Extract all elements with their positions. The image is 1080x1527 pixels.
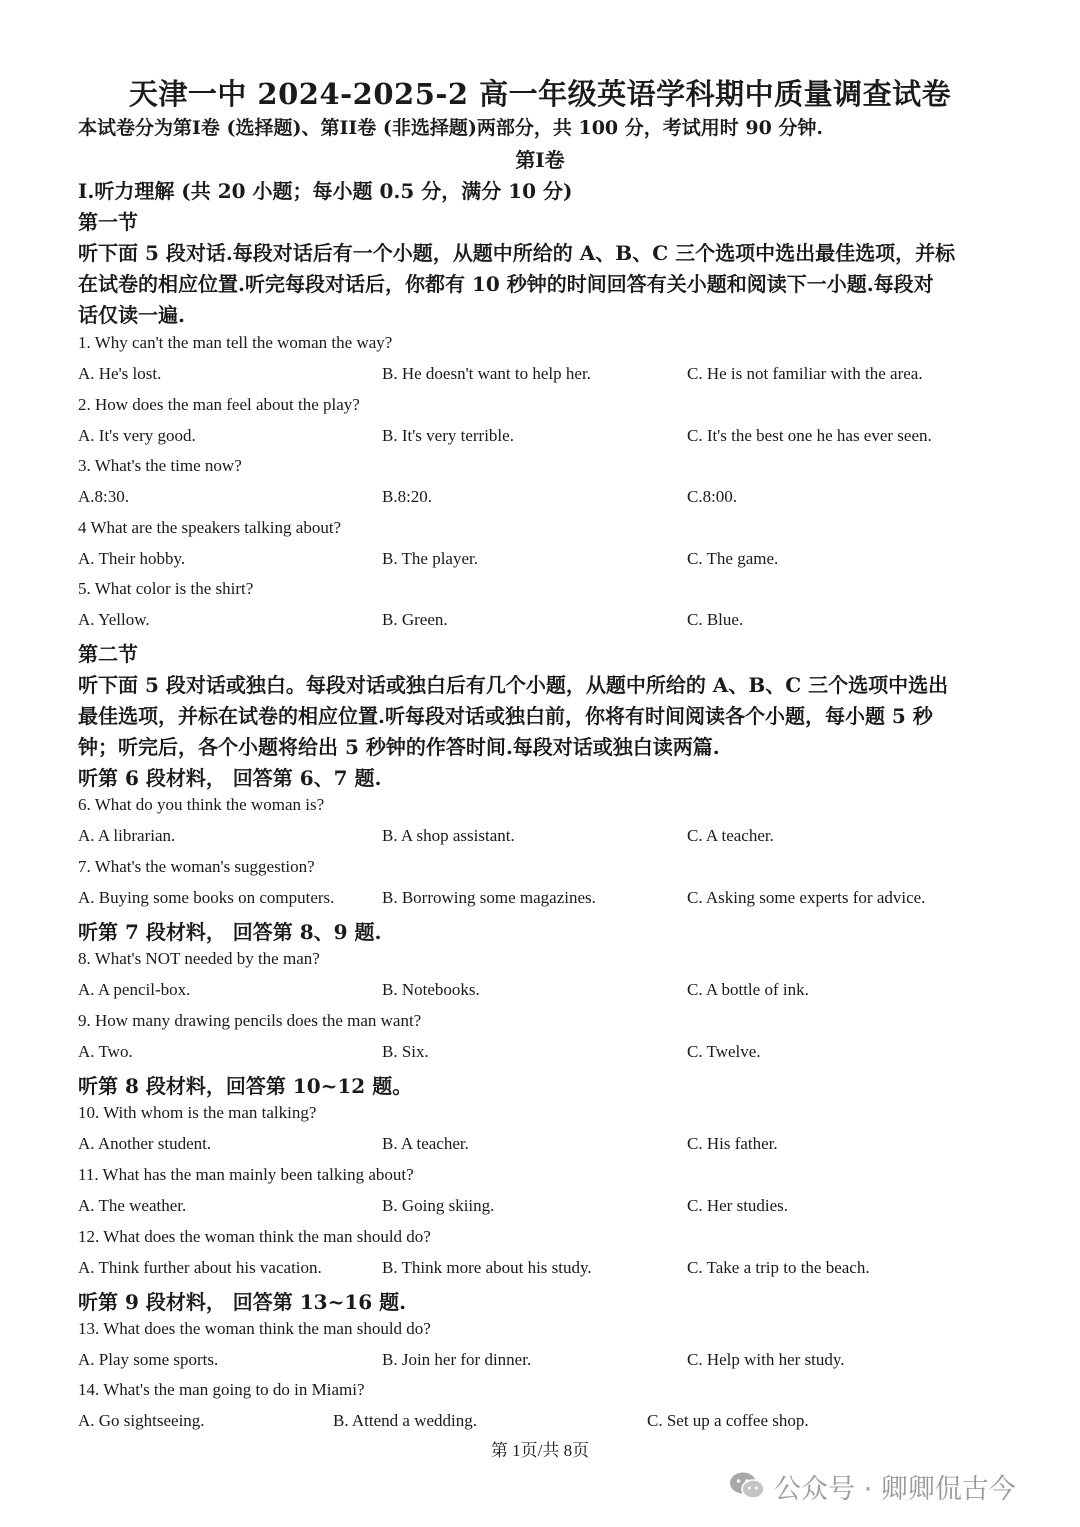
question-3-option-b: B.8:20.	[382, 487, 433, 506]
question-8-option-c: C. A bottle of ink.	[687, 980, 809, 999]
question-6: 6. What do you think the woman is?	[78, 795, 325, 814]
question-8-option-b: B. Notebooks.	[382, 980, 480, 999]
question-2: 2. How does the man feel about the play?	[78, 395, 360, 414]
part1-heading: 第一节	[78, 210, 138, 234]
question-10-option-b: B. A teacher.	[382, 1134, 469, 1153]
part1-instructions-line: 话仅读一遍.	[78, 303, 185, 327]
question-14-option-b: B. Attend a wedding.	[333, 1411, 478, 1430]
question-5-option-b: B. Green.	[382, 610, 448, 629]
question-11-option-a: A. The weather.	[78, 1196, 187, 1215]
question-9: 9. How many drawing pencils does the man want?	[78, 1011, 422, 1030]
question-9-option-c: C. Twelve.	[687, 1042, 761, 1061]
question-6-option-a: A. A librarian.	[78, 826, 176, 845]
watermark-text: 公众号 · 卿卿侃古今	[774, 1473, 1016, 1505]
question-2-option-c: C. It's the best one he has ever seen.	[687, 426, 932, 445]
question-7-option-c: C. Asking some experts for advice.	[687, 888, 926, 907]
part2-instructions-line: 最佳选项，并标在试卷的相应位置.听每段对话或独白前，你将有时间阅读各个小题，每小题 5 秒	[78, 704, 933, 728]
watermark	[728, 1466, 1016, 1506]
question-4-option-a: A. Their hobby.	[78, 549, 186, 568]
question-13-option-a: A. Play some sports.	[78, 1350, 219, 1369]
question-12-option-a: A. Think further about his vacation.	[78, 1258, 322, 1277]
question-3: 3. What's the time now?	[78, 456, 242, 475]
question-10-option-c: C. His father.	[687, 1134, 778, 1153]
section-9-heading: 听第 9 段材料， 回答第 13~16 题.	[78, 1290, 407, 1314]
question-3-option-c: C.8:00.	[687, 487, 738, 506]
part2-instructions-line: 听下面 5 段对话或独白。每段对话或独白后有几个小题，从题中所给的 A、B、C 三个选项中选出	[78, 673, 949, 697]
part1-instructions-line: 听下面 5 段对话.每段对话后有一个小题，从题中所给的 A、B、C 三个选项中选出最佳选项，并标	[78, 241, 956, 265]
question-5: 5. What color is the shirt?	[78, 579, 254, 598]
question-10: 10. With whom is the man talking?	[78, 1103, 317, 1122]
exam-intro: 本试卷分为第I卷 (选择题)、第II卷 (非选择题)两部分，共 100 分，考试用时 90 分钟.	[78, 117, 824, 139]
part2-heading: 第二节	[78, 642, 138, 666]
question-13-option-b: B. Join her for dinner.	[382, 1350, 532, 1369]
question-4-option-c: C. The game.	[687, 549, 779, 568]
volume-label: 第I卷	[515, 148, 565, 172]
exam-title: 天津一中 2024-2025-2 高一年级英语学科期中质量调查试卷	[128, 77, 952, 111]
question-9-option-a: A. Two.	[78, 1042, 133, 1061]
question-9-option-b: B. Six.	[382, 1042, 429, 1061]
question-12-option-c: C. Take a trip to the beach.	[687, 1258, 870, 1277]
question-14-option-c: C. Set up a coffee shop.	[647, 1411, 809, 1430]
question-13: 13. What does the woman think the man should do?	[78, 1319, 431, 1338]
question-13-option-c: C. Help with her study.	[687, 1350, 845, 1369]
wechat-icon	[728, 1470, 766, 1502]
question-1-option-b: B. He doesn't want to help her.	[382, 364, 591, 383]
question-12-option-b: B. Think more about his study.	[382, 1258, 592, 1277]
question-7-option-a: A. Buying some books on computers.	[78, 888, 335, 907]
question-11-option-c: C. Her studies.	[687, 1196, 789, 1215]
question-1-option-a: A. He's lost.	[78, 364, 162, 383]
part2-instructions-line: 钟；听完后，各个小题将给出 5 秒钟的作答时间.每段对话或独白读两篇.	[78, 735, 720, 759]
question-7-option-b: B. Borrowing some magazines.	[382, 888, 596, 907]
question-2-option-a: A. It's very good.	[78, 426, 196, 445]
section-8-heading: 听第 8 段材料，回答第 10~12 题。	[78, 1074, 413, 1098]
question-14-option-a: A. Go sightseeing.	[78, 1411, 205, 1430]
part1-instructions-line: 在试卷的相应位置.听完每段对话后，你都有 10 秒钟的时间回答有关小题和阅读下一小题.每段对	[78, 272, 934, 296]
question-5-option-c: C. Blue.	[687, 610, 744, 629]
question-1: 1. Why can't the man tell the woman the way?	[78, 333, 393, 352]
question-3-option-a: A.8:30.	[78, 487, 129, 506]
question-7: 7. What's the woman's suggestion?	[78, 857, 315, 876]
question-11: 11. What has the man mainly been talking about?	[78, 1165, 414, 1184]
page-number-footer: 第 1页/共 8页	[490, 1441, 590, 1460]
listening-section-heading: I.听力理解 (共 20 小题；每小题 0.5 分，满分 10 分)	[78, 179, 573, 203]
question-5-option-a: A. Yellow.	[78, 610, 150, 629]
question-12: 12. What does the woman think the man should do?	[78, 1227, 431, 1246]
question-2-option-b: B. It's very terrible.	[382, 426, 514, 445]
question-6-option-b: B. A shop assistant.	[382, 826, 515, 845]
question-10-option-a: A. Another student.	[78, 1134, 212, 1153]
question-4: 4 What are the speakers talking about?	[78, 518, 342, 537]
question-14: 14. What's the man going to do in Miami?	[78, 1380, 365, 1399]
question-8-option-a: A. A pencil-box.	[78, 980, 191, 999]
question-8: 8. What's NOT needed by the man?	[78, 949, 320, 968]
question-11-option-b: B. Going skiing.	[382, 1196, 495, 1215]
section-7-heading: 听第 7 段材料， 回答第 8、9 题.	[78, 920, 382, 944]
question-6-option-c: C. A teacher.	[687, 826, 774, 845]
section-6-heading: 听第 6 段材料， 回答第 6、7 题.	[78, 766, 382, 790]
question-1-option-c: C. He is not familiar with the area.	[687, 364, 923, 383]
question-4-option-b: B. The player.	[382, 549, 478, 568]
